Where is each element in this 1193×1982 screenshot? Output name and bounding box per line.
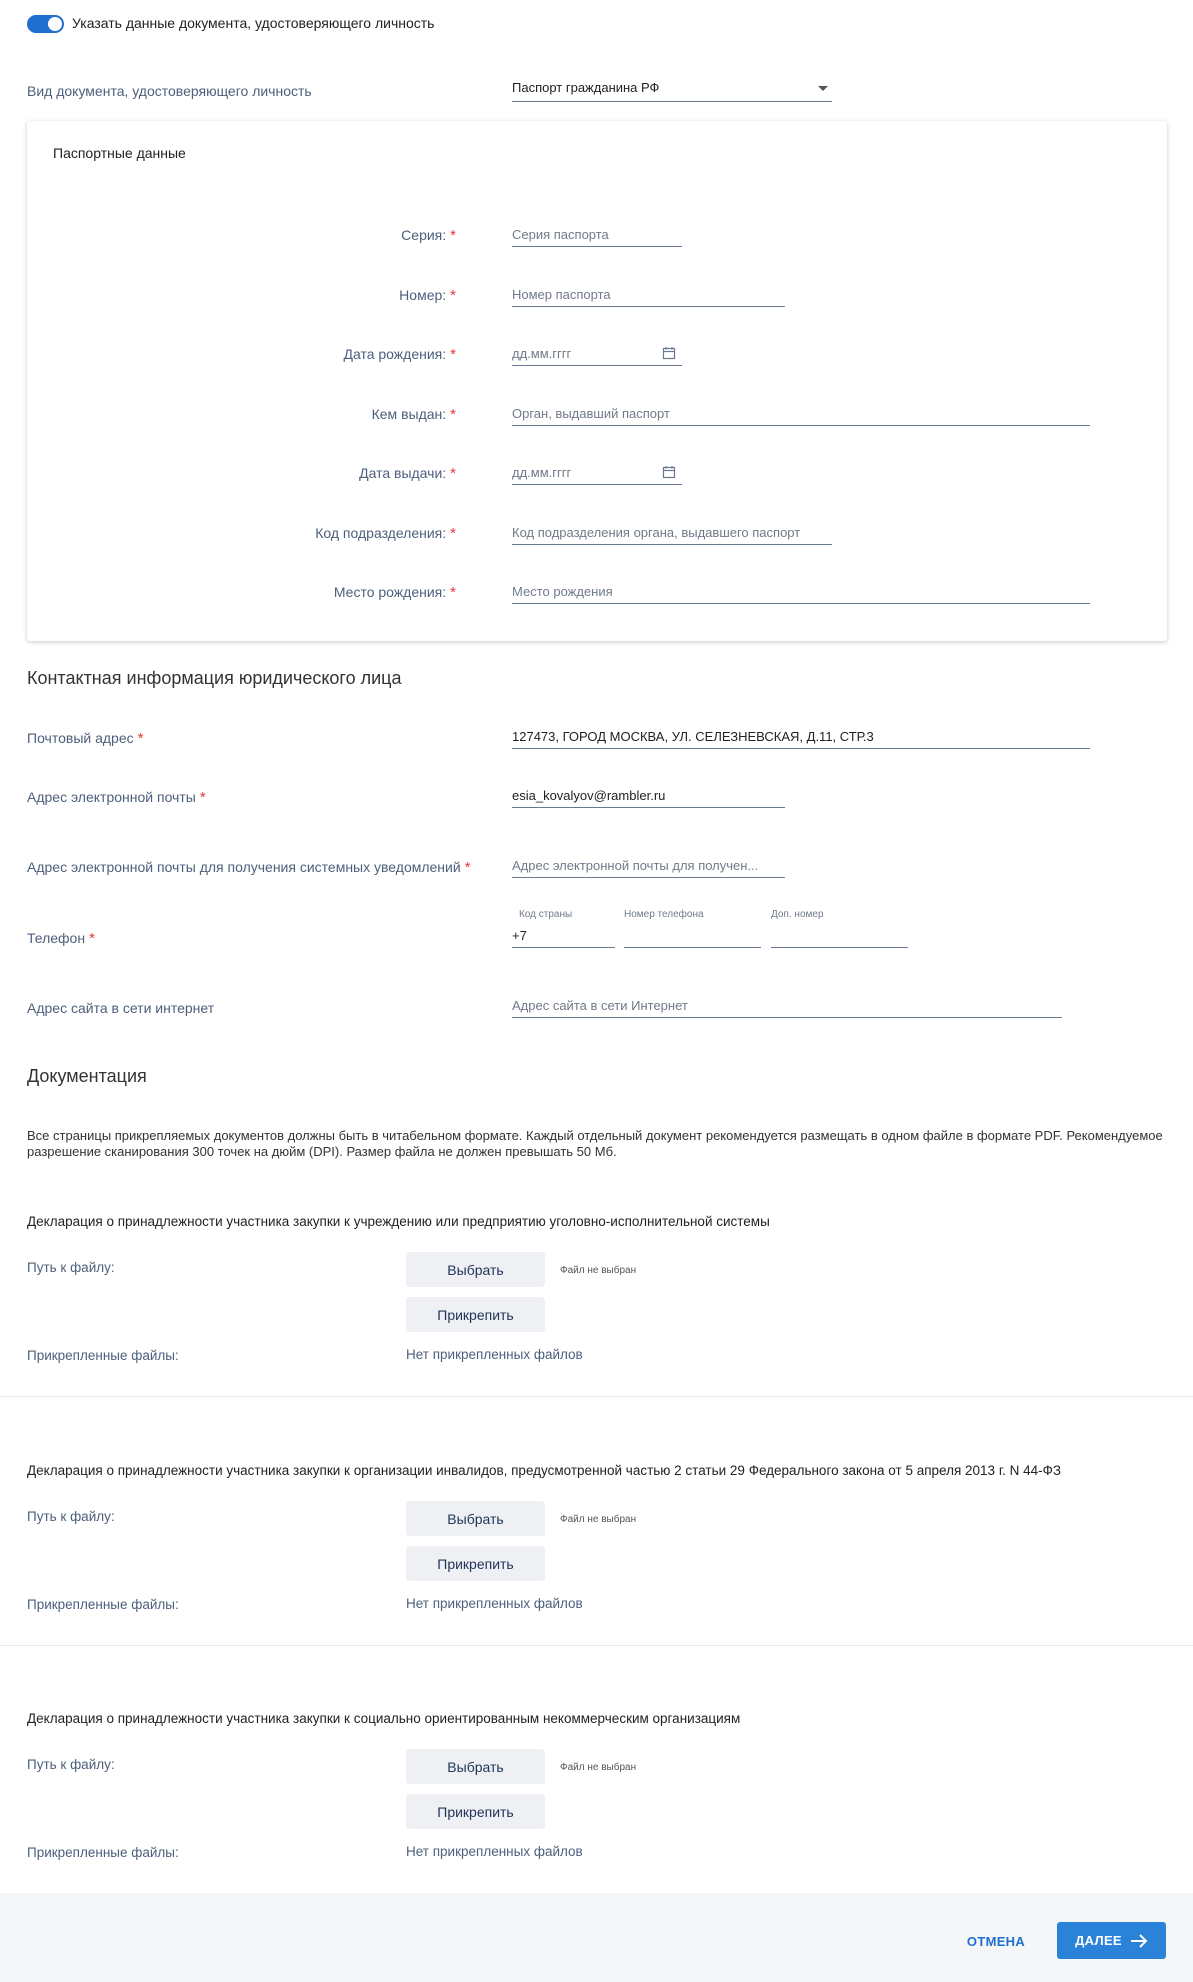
birth-date-input[interactable]: [512, 342, 682, 366]
divider: [0, 1645, 1193, 1646]
calendar-icon[interactable]: [662, 346, 676, 360]
toggle-knob: [48, 17, 62, 31]
doc-item-title: Декларация о принадлежности участника закупки к организации инвалидов, предусмотренной частью 2 статьи 29 Федерального закона от 5 апреля 2013 г. N 44-ФЗ: [27, 1463, 1062, 1478]
doc-type-label: Вид документа, удостоверяющего личность: [27, 83, 312, 99]
division-code-input[interactable]: [512, 521, 832, 545]
attach-button[interactable]: Прикрепить: [406, 1546, 545, 1581]
division-code-label: Код подразделения: *: [315, 525, 456, 542]
website-label: Адрес сайта в сети интернет: [27, 1000, 215, 1016]
no-file-label: Файл не выбран: [560, 1265, 637, 1276]
doc-type-value: Паспорт гражданина РФ: [512, 80, 660, 95]
phone-ext-label: Доп. номер: [771, 909, 824, 920]
choose-file-button[interactable]: Выбрать: [406, 1501, 545, 1536]
doc-item-title: Декларация о принадлежности участника закупки к социально ориентированным некоммерческим организациям: [27, 1711, 741, 1726]
notify-email-label: Адрес электронной почты для получения системных уведомлений *: [27, 859, 471, 876]
attached-files-label: Прикрепленные файлы:: [27, 1597, 179, 1612]
birth-place-label: Место рождения: *: [333, 584, 456, 601]
issue-date-label: Дата выдачи: *: [359, 465, 456, 482]
no-file-label: Файл не выбран: [560, 1514, 637, 1525]
path-label: Путь к файлу:: [27, 1260, 115, 1275]
postal-address-input[interactable]: [512, 725, 1090, 749]
passport-card: [27, 121, 1167, 641]
phone-label: Телефон *: [27, 930, 95, 947]
calendar-icon[interactable]: [662, 465, 676, 479]
divider: [0, 1396, 1193, 1397]
postal-address-label: Почтовый адрес *: [27, 730, 144, 747]
phone-number-input[interactable]: [624, 924, 761, 948]
passport-card-title: Паспортные данные: [53, 145, 186, 161]
country-code-label: Код страны: [519, 909, 573, 920]
documentation-description: Все страницы прикрепляемых документов должны быть в читабельном формате. Каждый отдельный документ рекомендуется размещать в одном файле в формате PDF. Рекомендуемое разрешение сканирования 300 точек на дюйм (DPI). Размер файла не должен превышать 50 Мб.: [27, 1128, 1163, 1159]
attach-button[interactable]: Прикрепить: [406, 1794, 545, 1829]
email-label: Адрес электронной почты *: [27, 789, 206, 806]
attach-button[interactable]: Прикрепить: [406, 1297, 545, 1332]
no-attached-files: Нет прикрепленных файлов: [406, 1596, 583, 1611]
birth-place-input[interactable]: [512, 580, 1090, 604]
series-input[interactable]: [512, 223, 682, 247]
no-attached-files: Нет прикрепленных файлов: [406, 1347, 583, 1362]
chevron-down-icon: [818, 86, 828, 91]
phone-ext-input[interactable]: [771, 924, 908, 948]
next-button-label: ДАЛЕЕ: [1075, 1933, 1122, 1948]
number-label: Номер: *: [399, 287, 456, 304]
number-input[interactable]: [512, 283, 785, 307]
country-code-input[interactable]: [512, 924, 615, 948]
no-attached-files: Нет прикрепленных файлов: [406, 1844, 583, 1859]
documentation-section-title: Документация: [27, 1066, 147, 1086]
contacts-section-title: Контактная информация юридического лица: [27, 668, 402, 688]
doc-type-select[interactable]: [512, 78, 832, 102]
next-button[interactable]: [1057, 1922, 1166, 1959]
path-label: Путь к файлу:: [27, 1757, 115, 1772]
doc-item-title: Декларация о принадлежности участника закупки к учреждению или предприятию уголовно-исполнительной системы: [27, 1214, 770, 1229]
series-label: Серия: *: [401, 227, 456, 244]
notify-email-input[interactable]: [512, 854, 785, 878]
email-input[interactable]: [512, 784, 785, 808]
issue-date-input[interactable]: [512, 461, 682, 485]
identity-toggle-label: Указать данные документа, удостоверяющего личность: [72, 15, 435, 31]
issued-by-input[interactable]: [512, 402, 1090, 426]
choose-file-button[interactable]: Выбрать: [406, 1252, 545, 1287]
issued-by-label: Кем выдан: *: [371, 406, 456, 423]
identity-toggle[interactable]: [27, 15, 64, 33]
path-label: Путь к файлу:: [27, 1509, 115, 1524]
cancel-button[interactable]: ОТМЕНА: [956, 1926, 1036, 1956]
phone-number-label: Номер телефона: [624, 909, 704, 920]
no-file-label: Файл не выбран: [560, 1762, 637, 1773]
attached-files-label: Прикрепленные файлы:: [27, 1348, 179, 1363]
arrow-right-icon: [1130, 1934, 1148, 1948]
choose-file-button[interactable]: Выбрать: [406, 1749, 545, 1784]
website-input[interactable]: [512, 994, 1062, 1018]
attached-files-label: Прикрепленные файлы:: [27, 1845, 179, 1860]
birth-date-label: Дата рождения: *: [343, 346, 456, 363]
